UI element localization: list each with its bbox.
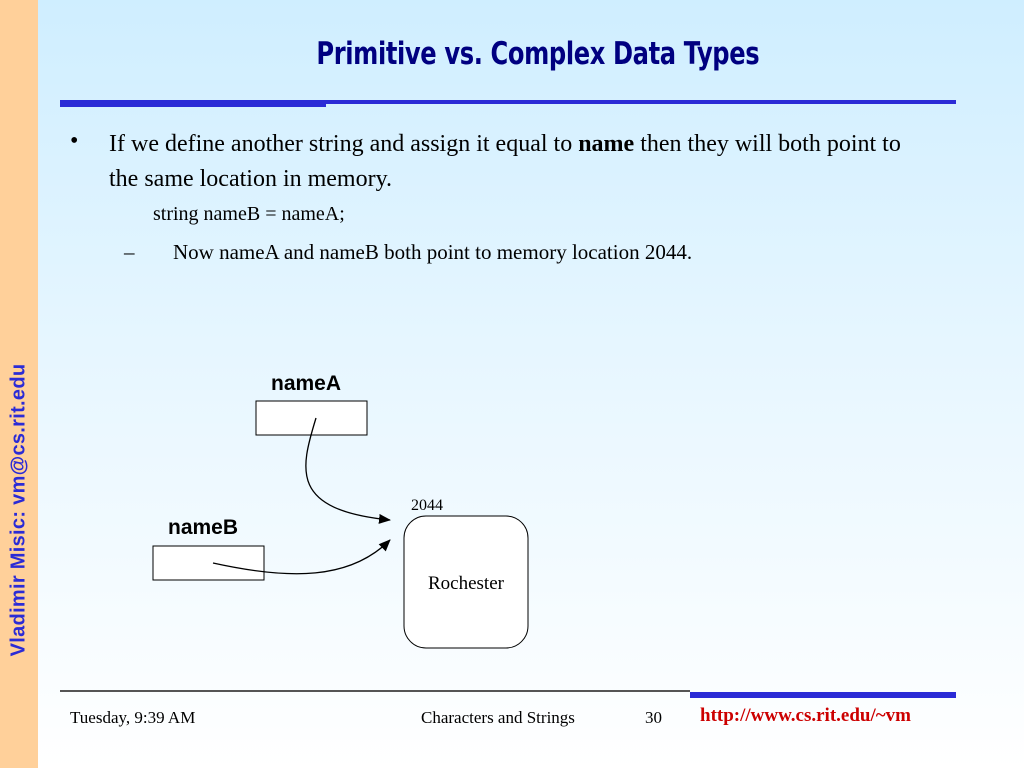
sub-bullet-dash: – (124, 240, 135, 264)
footer-deck-title: Characters and Strings (421, 708, 575, 727)
bullet-marker: • (70, 128, 79, 154)
footer-date: Tuesday, 9:39 AM (70, 708, 196, 727)
var-b-label: nameB (168, 516, 239, 539)
author-email-vertical: Vladimir Misic: vm@cs.rit.edu (7, 363, 30, 657)
footer-rule-thick (690, 692, 956, 698)
var-a-label: nameA (271, 372, 342, 395)
footer-rule-thin (60, 690, 690, 692)
memory-value: Rochester (428, 573, 504, 594)
sub-bullet-text: Now nameA and nameB both point to memory location 2044. (173, 240, 693, 264)
var-a-box (256, 401, 367, 435)
var-b-box (153, 546, 264, 580)
memory-address: 2044 (411, 497, 443, 514)
bullet-text-before: If we define another string and assign it equal to (109, 131, 579, 157)
code-line: string nameB = nameA; (153, 203, 345, 225)
bullet-text-bold: name (578, 131, 635, 157)
footer-url-link[interactable]: http://www.cs.rit.edu/~vm (700, 705, 911, 726)
bullet-text-after: then they will both point to the same location in memory. (109, 131, 901, 192)
slide-title: Primitive vs. Complex Data Types (316, 36, 760, 72)
footer-page-number: 30 (645, 708, 662, 727)
